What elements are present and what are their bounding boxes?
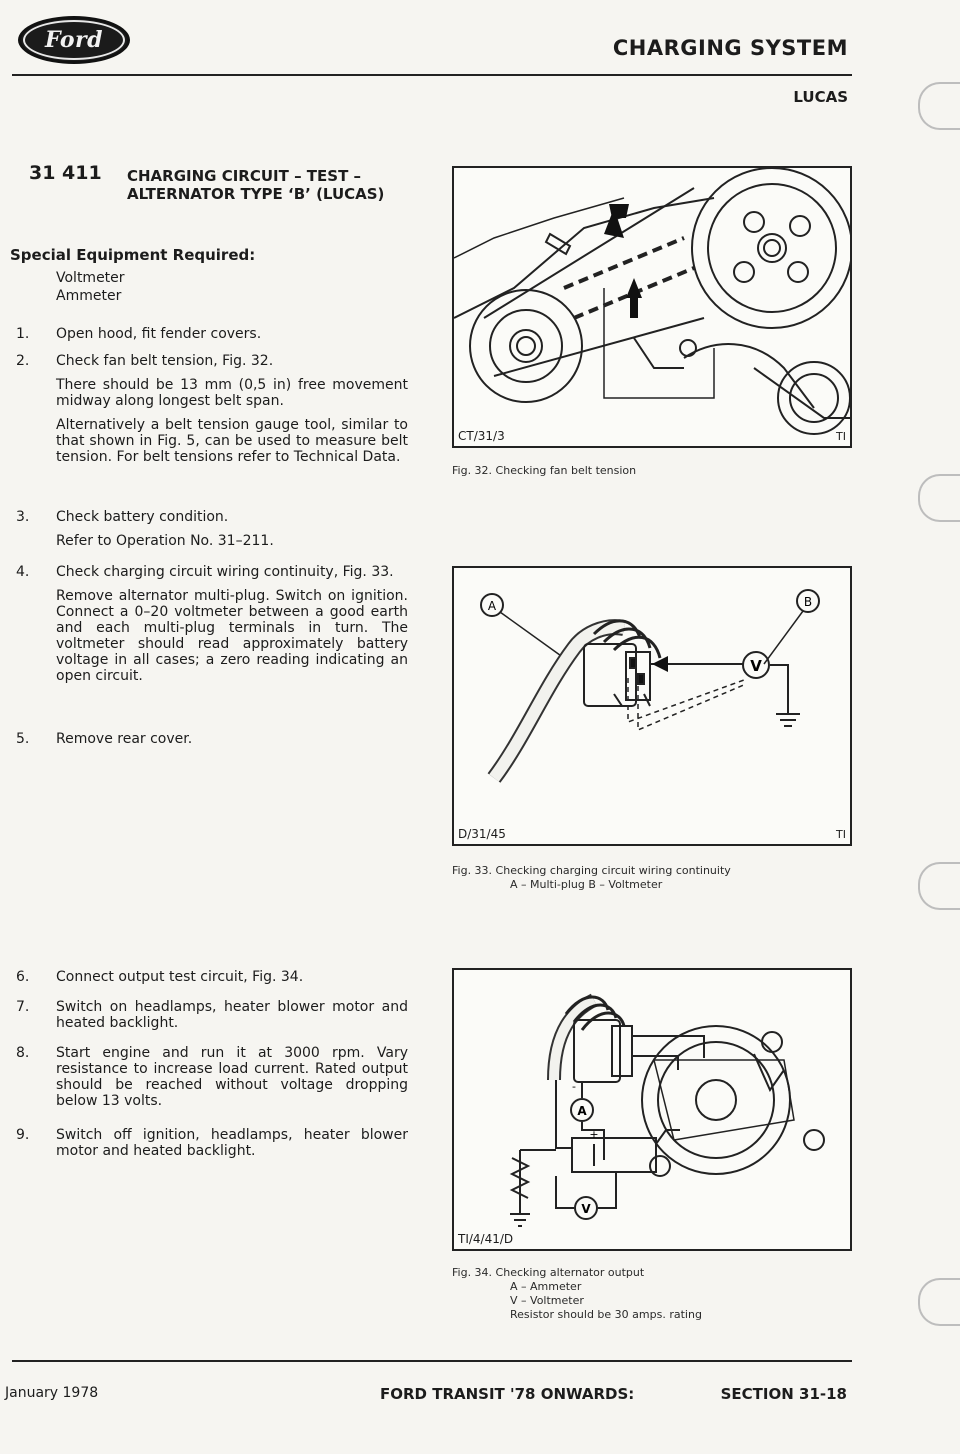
fan-belt-illustration <box>454 168 850 446</box>
procedure-step <box>16 969 408 985</box>
equipment-item: Ammeter <box>56 288 122 304</box>
ford-logo-script: Ford <box>23 20 125 60</box>
caption-legend: V – Voltmeter <box>510 1294 584 1307</box>
ford-logo <box>18 16 130 64</box>
caption-title: Fig. 33. Checking charging circuit wiring continuity <box>452 864 731 877</box>
step-number: 4. <box>16 564 30 580</box>
binding-hole-mark <box>918 1278 960 1326</box>
caption-note: Resistor should be 30 amps. rating <box>510 1308 702 1321</box>
figure-code: D/31/45 <box>458 827 506 841</box>
caption-legend: A – Multi-plug B – Voltmeter <box>510 878 663 891</box>
section-title: CHARGING SYSTEM <box>612 36 848 60</box>
ammeter-symbol: A <box>577 1104 587 1118</box>
step-text: Open hood, fit fender covers. <box>56 326 262 342</box>
figure-32-fan-belt <box>452 166 852 448</box>
wiring-continuity-illustration <box>454 568 850 844</box>
footer-rule <box>12 1360 852 1362</box>
figure-33-caption <box>452 864 731 892</box>
step-text: Switch on headlamps, heater blower motor and heated backlight. <box>56 999 408 1031</box>
procedure-step <box>16 1045 408 1109</box>
step-number: 3. <box>16 509 30 525</box>
step-number: 8. <box>16 1045 30 1061</box>
header-rule <box>12 74 852 76</box>
caption-legend: A – Ammeter <box>510 1280 582 1293</box>
binding-hole-mark <box>918 474 960 522</box>
step-text: Alternatively a belt tension gauge tool, similar to that shown in Fig. 5, can be used to measure belt tension. For belt tensions refer to Technical Data. <box>56 417 408 465</box>
voltmeter-symbol: V <box>750 657 762 675</box>
step-text: There should be 13 mm (0,5 in) free movement midway along longest belt span. <box>56 377 408 409</box>
figure-33-wiring-continuity <box>452 566 852 846</box>
label-b: B <box>803 595 813 609</box>
step-text: Switch off ignition, headlamps, heater blower motor and heated backlight. <box>56 1127 408 1159</box>
special-equipment-list <box>56 269 125 305</box>
plus-sign: + <box>589 1128 599 1141</box>
step-number: 6. <box>16 969 30 985</box>
step-text: Check battery condition. <box>56 509 229 525</box>
step-text: Remove rear cover. <box>56 731 193 747</box>
step-text: Remove alternator multi-plug. Switch on ignition. Connect a 0–20 voltmeter between a good earth and each multi-plug terminals in turn. The voltmeter should read approximately battery voltage in all cases; a zero reading indicating an open circuit. <box>56 588 408 684</box>
figure-34-alternator-output <box>452 968 852 1251</box>
footer-date: January 1978 <box>5 1385 99 1401</box>
figure-ti-mark: TI <box>836 430 846 443</box>
step-number: 5. <box>16 731 30 747</box>
procedure-step <box>16 326 408 342</box>
procedure-step <box>16 1127 408 1159</box>
operation-number: 31 411 <box>29 162 102 184</box>
procedure-step <box>16 564 408 684</box>
step-number: 2. <box>16 353 30 369</box>
figure-code: CT/31/3 <box>458 429 505 443</box>
procedure-step <box>16 509 408 549</box>
step-number: 7. <box>16 999 30 1015</box>
minus-sign: - <box>572 1080 576 1093</box>
caption-title: Fig. 32. Checking fan belt tension <box>452 464 637 477</box>
step-text: Check charging circuit wiring continuity, Fig. 33. <box>56 564 394 580</box>
equipment-item: Voltmeter <box>56 270 125 286</box>
voltmeter-symbol: V <box>581 1202 591 1216</box>
alternator-output-illustration <box>454 970 850 1249</box>
binding-hole-mark <box>918 82 960 130</box>
step-text: Start engine and run it at 3000 rpm. Vary resistance to increase load current. Rated output should be reached without voltage dropping below 13 volts. <box>56 1045 408 1109</box>
step-text: Check fan belt tension, Fig. 32. <box>56 353 274 369</box>
step-text: Refer to Operation No. 31–211. <box>56 533 274 549</box>
procedure-step <box>16 731 408 747</box>
binding-hole-mark <box>918 862 960 910</box>
figure-32-caption <box>452 464 636 478</box>
caption-title: Fig. 34. Checking alternator output <box>452 1266 645 1279</box>
special-equipment-heading: Special Equipment Required: <box>10 246 256 264</box>
step-text: Connect output test circuit, Fig. 34. <box>56 969 304 985</box>
manufacturer-label: LUCAS <box>793 88 848 106</box>
footer-section: SECTION 31-18 <box>720 1385 847 1403</box>
step-number: 9. <box>16 1127 30 1143</box>
step-number: 1. <box>16 326 30 342</box>
label-a: A <box>487 599 497 613</box>
procedure-step <box>16 353 408 465</box>
operation-title: CHARGING CIRCUIT – TEST – ALTERNATOR TYPE ‘B’ (LUCAS) <box>127 167 385 203</box>
procedure-step <box>16 999 408 1031</box>
figure-code: TI/4/41/D <box>458 1232 514 1246</box>
figure-34-caption <box>452 1266 702 1322</box>
footer-publication: FORD TRANSIT '78 ONWARDS: <box>380 1385 635 1403</box>
figure-ti-mark: TI <box>836 828 846 841</box>
